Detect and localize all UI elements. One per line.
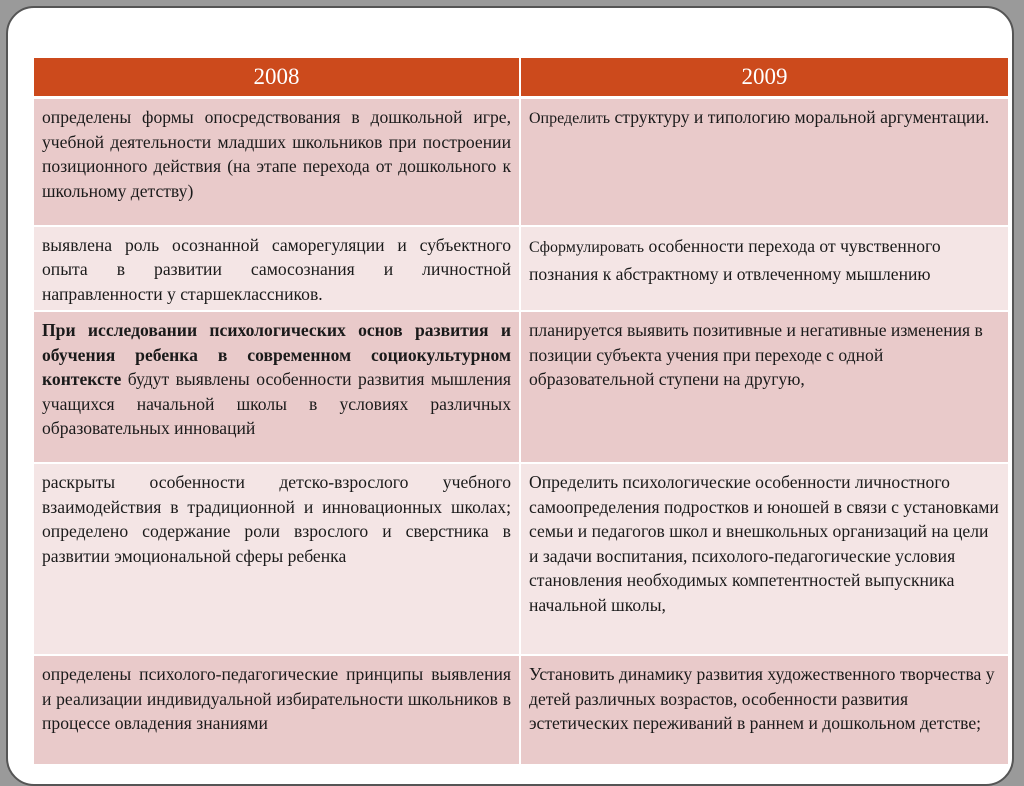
cell-2009 — [520, 311, 1008, 463]
cell-text: структуру и типологию моральной аргументации. — [610, 107, 990, 127]
cell-2009 — [520, 655, 1008, 765]
cell-lead: Определить — [529, 110, 611, 127]
cell-2008 — [34, 311, 520, 463]
cell-2009 — [520, 463, 1008, 655]
cell-lead: Сформулировать — [529, 238, 645, 256]
cell-bold-text: При исследовании психологических основ развития и обучения ребенка в современном социокультурном контексте — [42, 320, 511, 389]
cell-2008 — [34, 655, 520, 765]
cell-text: определены психолого-педагогические принципы выявления и реализации индивидуальной избирательности школьников в процессе овладения знаниями — [42, 664, 511, 733]
cell-text: особенности перехода от чувственного познания к абстрактному и отвлеченному мышлению — [529, 235, 941, 284]
cell-2008 — [34, 226, 520, 312]
table-row — [34, 98, 1008, 226]
comparison-table — [34, 58, 1008, 766]
slide-frame — [6, 6, 1014, 786]
header-2008: 2008 — [34, 58, 520, 98]
header-2009: 2009 — [520, 58, 1008, 98]
cell-2008 — [34, 463, 520, 655]
cell-text: Определить психологические особенности личностного самоопределения подростков и юношей в связи с установками семьи и педагогов школ и внешкольных организаций на цели и задачи воспитания, психолого-педагогические условия становления необходимых компетентностей выпускника начальной школы, — [529, 472, 999, 615]
table-row — [34, 655, 1008, 765]
cell-2008 — [34, 98, 520, 226]
cell-text: будут выявлены особенности развития мышления учащихся начальной школы в условиях различных образовательных инноваций — [42, 369, 511, 438]
cell-2009 — [520, 226, 1008, 312]
table-row — [34, 226, 1008, 312]
cell-text: Установить динамику развития художественного творчества у детей различных возрастов, особенности развития эстетических переживаний в раннем и дошкольном детстве; — [529, 664, 995, 733]
cell-2009 — [520, 98, 1008, 226]
cell-text: планируется выявить позитивные и негативные изменения в позиции субъекта учения при переходе с одной образовательной ступени на другую, — [529, 320, 983, 389]
table-row — [34, 463, 1008, 655]
table-header-row — [34, 58, 1008, 98]
cell-text: определены формы опосредствования в дошкольной игре, учебной деятельности младших школьников при построении позиционного действия (на этапе перехода от дошкольного к школьному детству) — [42, 107, 511, 201]
cell-text: выявлена роль осознанной саморегуляции и субъектного опыта в развитии самосознания и личностной направленности у старшеклассников. — [42, 234, 511, 304]
cell-text: раскрыты особенности детско-взрослого учебного взаимодействия в традиционной и инновационных школах; определено содержание роли взрослого и сверстника в развитии эмоциональной сферы ребенка — [42, 472, 511, 566]
table-row — [34, 311, 1008, 463]
